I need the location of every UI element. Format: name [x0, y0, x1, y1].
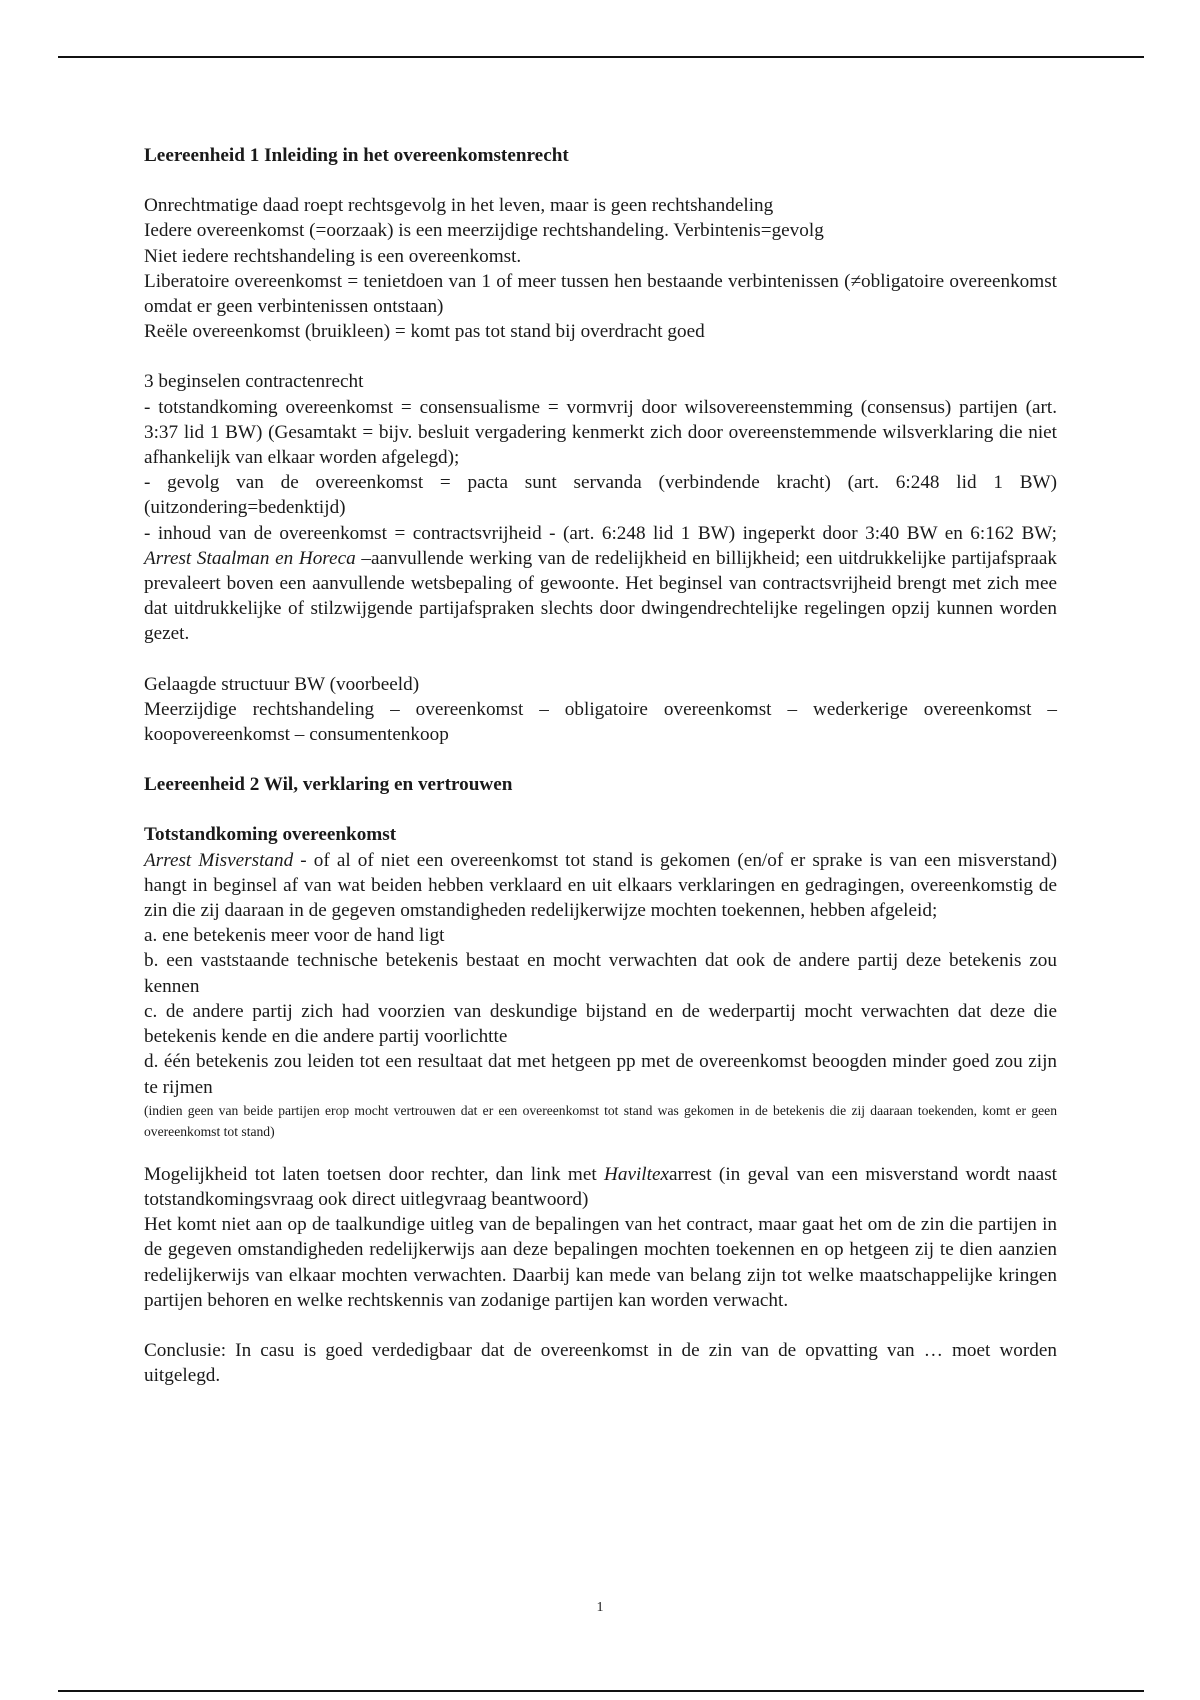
beginsel-1: - totstandkoming overeenkomst = consensualisme = vormvrij door wilsovereenstemming (consensus) partijen (art. 3:37 lid 1 BW) (Gesamtakt = bijv. besluit vergadering kenmerkt zich door overeenstemmende wilsverklaring die niet afhankelijk van elkaar worden afgelegd); [144, 396, 1057, 469]
gelaagde-structure: Meerzijdige rechtshandeling – overeenkomst – obligatoire overeenkomst – wederkerige overeenkomst – koopovereenkomst – consumentenkoop [144, 698, 1057, 746]
lu2-subheading: Totstandkoming overeenkomst [144, 824, 397, 846]
beginsel-3-text-b: –aanvullende werking van de redelijkheid en billijkheid; een uitdrukkelijke partijafspraak prevaleert boven een aanvullende wetsbepaling of gewoonte. Het beginsel van contractsvrijheid brengt met zich mee dat uitdrukkelijke of stilzwijgende partijafspraken slechts door dwingendrechtelijke regelingen opzij kunnen worden gezet. [144, 547, 1057, 645]
top-rule [58, 56, 1144, 58]
misverstand-paragraph [144, 848, 1057, 924]
list-item-a: a. ene betekenis meer voor de hand ligt [144, 925, 445, 947]
case-misverstand: Arrest Misverstand [144, 849, 294, 871]
lu1-line-2: Iedere overeenkomst (=oorzaak) is een meerzijdige rechtshandeling. Verbintenis=gevolg [144, 220, 824, 242]
beginselen-title: 3 beginselen contractenrecht [144, 371, 364, 393]
beginsel-2: - gevolg van de overeenkomst = pacta sunt servanda (verbindende kracht) (art. 6:248 lid 1 BW) (uitzondering=bedenktijd) [144, 472, 1057, 519]
haviltex-text-a: Mogelijkheid tot laten toetsen door rechter, dan link met [144, 1163, 604, 1185]
misverstand-text: - of al of niet een overeenkomst tot stand is gekomen (en/of er sprake is van een misverstand) hangt in beginsel af van wat beiden hebben verklaard en uit elkaars verklaringen en gedragingen, overeenkomstig de zin die zij daaraan in de gegeven omstandigheden redelijkerwijze mochten toekennen, hebben afgeleid; [144, 849, 1057, 922]
haviltex-paragraph [144, 1162, 1057, 1212]
haviltex-explanation: Het komt niet aan op de taalkundige uitleg van de bepalingen van het contract, maar gaat het om de zin die partijen in de gegeven omstandigheden redelijkerwijs aan deze bepalingen mochten toekennen en op hetgeen zij te dien aanzien redelijkerwijs van elkaar mochten verwachten. Daarbij kan mede van belang zijn tot welke maatschappelijke kringen partijen behoren en welke rechtskennis van zodanige partijen kan worden verwacht. [144, 1214, 1057, 1311]
page-number: 1 [596, 1600, 604, 1615]
beginsel-3 [144, 521, 1057, 647]
liberatoire-paragraph: Liberatoire overeenkomst = tenietdoen van 1 of meer tussen hen bestaande verbintenissen (≠obligatoire overeenkomst omdat er geen verbintenissen ontstaan) [144, 270, 1057, 318]
case-staalman-horeca: Arrest Staalman en Horeca [144, 547, 356, 569]
case-haviltex: Haviltex [604, 1163, 669, 1185]
gelaagde-title: Gelaagde structuur BW (voorbeeld) [144, 673, 420, 695]
note-small: (indien geen van beide partijen erop mocht vertrouwen dat er een overeenkomst tot stand was gekomen in de betekenis die zij daaraan toekenden, komt er geen overeenkomst tot stand) [144, 1102, 1057, 1139]
lu1-line-3: Niet iedere rechtshandeling is een overeenkomst. [144, 245, 522, 267]
bottom-rule [58, 1690, 1144, 1692]
list-item-b: b. een vaststaande technische betekenis bestaat en mocht verwachten dat ook de andere partij deze betekenis zou kennen [144, 950, 1057, 997]
haviltex-text-b: arrest (in geval van een misverstand wordt naast totstandkomingsvraag ook direct uitlegvraag beantwoord) [144, 1163, 1058, 1210]
lu1-heading: Leereenheid 1 Inleiding in het overeenkomstenrecht [144, 145, 569, 166]
conclusie: Conclusie: In casu is goed verdedigbaar dat de overeenkomst in de zin van de opvatting van … moet worden uitgelegd. [144, 1339, 1057, 1387]
document-body [144, 143, 1057, 1388]
lu1-line-1: Onrechtmatige daad roept rechtsgevolg in het leven, maar is geen rechtshandeling [144, 195, 774, 217]
reele-line: Reële overeenkomst (bruikleen) = komt pas tot stand bij overdracht goed [144, 321, 705, 343]
beginsel-3-text-a: - inhoud van de overeenkomst = contractsvrijheid - (art. 6:248 lid 1 BW) ingeperkt door 3:40 BW en 6:162 BW; [144, 522, 1057, 544]
lu2-heading: Leereenheid 2 Wil, verklaring en vertrouwen [144, 774, 513, 796]
list-item-c: c. de andere partij zich had voorzien van deskundige bijstand en de wederpartij mocht verwachten dat deze die betekenis kende en die andere partij voorlichtte [144, 1000, 1057, 1048]
list-item-d: d. één betekenis zou leiden tot een resultaat dat met hetgeen pp met de overeenkomst beoogden minder goed zou zijn te rijmen [144, 1051, 1057, 1098]
